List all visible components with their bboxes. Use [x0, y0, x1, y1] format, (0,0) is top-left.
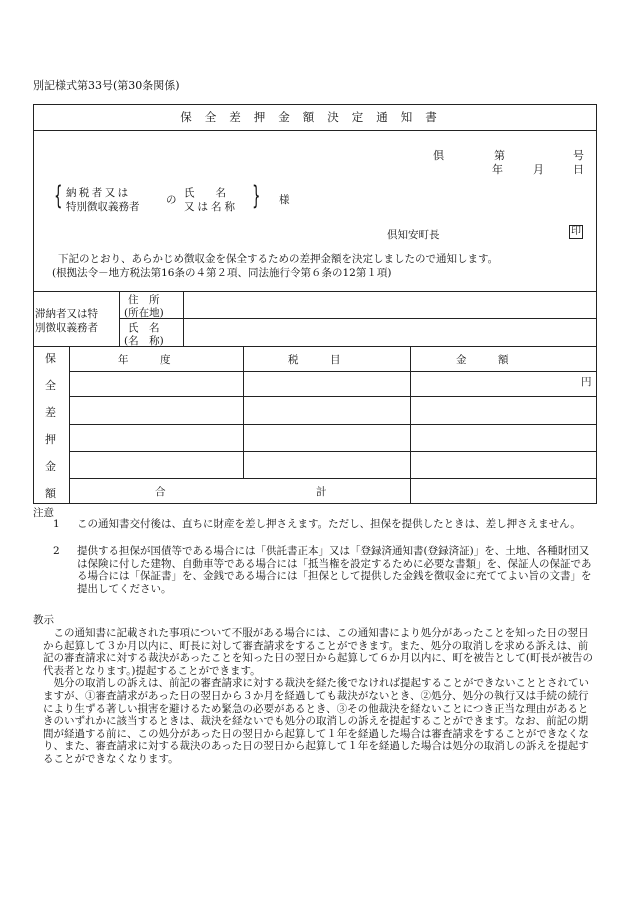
table-row-line-1: [69, 396, 597, 397]
table-total-line: [69, 478, 597, 479]
header-divider: [33, 291, 597, 292]
side-label-char: 差: [45, 406, 56, 419]
note-text: この通知書交付後は、直ちに財産を差し押さえます。ただし、担保を提供したときは、差し押さえません。: [77, 518, 581, 530]
legal-basis: (根拠法令－地方税法第16条の４第２項、同法施行令第６条の12第１項): [52, 267, 392, 279]
note-2: [53, 545, 593, 595]
kyouji-heading: 教示: [33, 614, 54, 626]
name-label-line-2: (名 称): [124, 335, 164, 347]
recipient-name-line-1: 氏 名: [184, 187, 226, 199]
recipient-sama: 様: [279, 194, 290, 206]
year-label: 年: [492, 163, 503, 176]
recipient-name-line-2: 又は名称: [184, 201, 238, 213]
note-text: 提供する担保が国債等である場合には「供託書正本」又は「登録済通知書(登録済証)」を、土地、各種財団又は保険に付した建物、自動車等である場合には「抵当権を設定するために必要な書類」を、保証人の保証である場合には「保証書」を、金銭である場合には「担保として提供した金銭を徴収金に充ててよい旨の文書」を提出してください。: [77, 545, 592, 595]
side-label-char: 額: [45, 487, 56, 500]
document-title: 保全差押金額決定通知書: [180, 110, 450, 124]
address-label-line-1: 住 所: [128, 294, 160, 306]
table-row-line-2: [69, 424, 597, 425]
total-label-first: 合: [155, 486, 166, 498]
recipient-no: の: [166, 194, 177, 206]
table-header-line: [69, 371, 597, 372]
kyouji-paragraph-2: 処分の取消しの訴えは、前記の審査請求に対する裁決を経た後でなければ提起することができないこととされていますが、①審査請求があった日の翌日から３か月を経過しても裁決がないとき、②処分、処分の執行又は手続の続行により生ずる著しい損害を避けるため緊急の必要があるとき、③その他裁決を経ないことにつき正当な理由があるときのいずれかに該当するときは、裁決を経ないでも処分の取消しの訴えを提起することができます。なお、前記の期間が経過する前に、この処分があった日の翌日から起算して１年を経過した場合は審査請求をすることができなくなり、また、審査請求に対する裁決のあった日の翌日から起算して１年を経過した場合は処分の取消しの訴えを提起することができなくなります。: [43, 677, 589, 765]
address-label-line-2: (所在地): [124, 307, 164, 319]
go-label: 号: [573, 149, 584, 162]
side-label-char: 押: [45, 433, 56, 446]
dai-label: 第: [494, 149, 505, 162]
year-col-line: [243, 346, 244, 478]
form-frame: [33, 104, 597, 504]
side-label-char: 保: [45, 352, 56, 365]
recipient-line-2: 特別徴収義務者: [66, 201, 140, 213]
taxpayer-label-line-2: 別徴収義務者: [35, 322, 98, 334]
notice-body: 下記のとおり、あらかじめ徴収金を保全するための差押金額を決定しましたので通知します。: [58, 253, 499, 265]
kyouji-body: [43, 627, 593, 766]
header-amount: 金 額: [456, 354, 509, 366]
header-year: 年 度: [118, 354, 171, 366]
total-label-second: 計: [316, 486, 327, 498]
yen-unit: 円: [581, 376, 592, 388]
taxpayer-label-line-1: 滞納者又は特: [35, 308, 98, 320]
side-label-col-line: [69, 346, 70, 504]
address-divider: [119, 318, 597, 319]
notes-heading: 注意: [33, 507, 54, 519]
seal-mark: 印: [571, 226, 581, 237]
header-tax-item: 税 目: [288, 354, 341, 366]
issuer-name: 倶知安町長: [387, 229, 440, 241]
day-label: 日: [573, 163, 584, 176]
note-number: 2: [53, 545, 60, 557]
note-number: 1: [53, 518, 60, 530]
recipient-line-1: 納税者又は: [66, 187, 131, 199]
left-brace: {: [54, 181, 63, 211]
taxpayer-col-line-1: [119, 291, 120, 346]
title-divider: [33, 130, 597, 131]
right-brace: }: [252, 181, 261, 211]
side-label-char: 全: [45, 379, 56, 392]
taxpayer-col-line-2: [183, 291, 184, 346]
name-label-line-1: 氏 名: [128, 322, 160, 334]
form-number: 別記様式第33号(第30条関係): [33, 79, 180, 92]
note-1: [53, 518, 593, 531]
kumi-label: 倶: [433, 149, 444, 162]
taxpayer-divider: [33, 346, 597, 347]
taxitem-col-line: [410, 346, 411, 504]
month-label: 月: [533, 163, 544, 176]
table-row-line-3: [69, 451, 597, 452]
side-label-char: 金: [45, 460, 56, 473]
kyouji-paragraph-1: この通知書に記載された事項について不服がある場合には、この通知書により処分があったことを知った日の翌日から起算して３か月以内に、町長に対して審査請求をすることができます。また、処分の取消しを求める訴えは、前記の審査請求に対する裁決があったことを知った日の翌日から起算して６か月以内に、町を被告として(町長が被告の代表者となります。)提起することができます。: [43, 627, 593, 677]
